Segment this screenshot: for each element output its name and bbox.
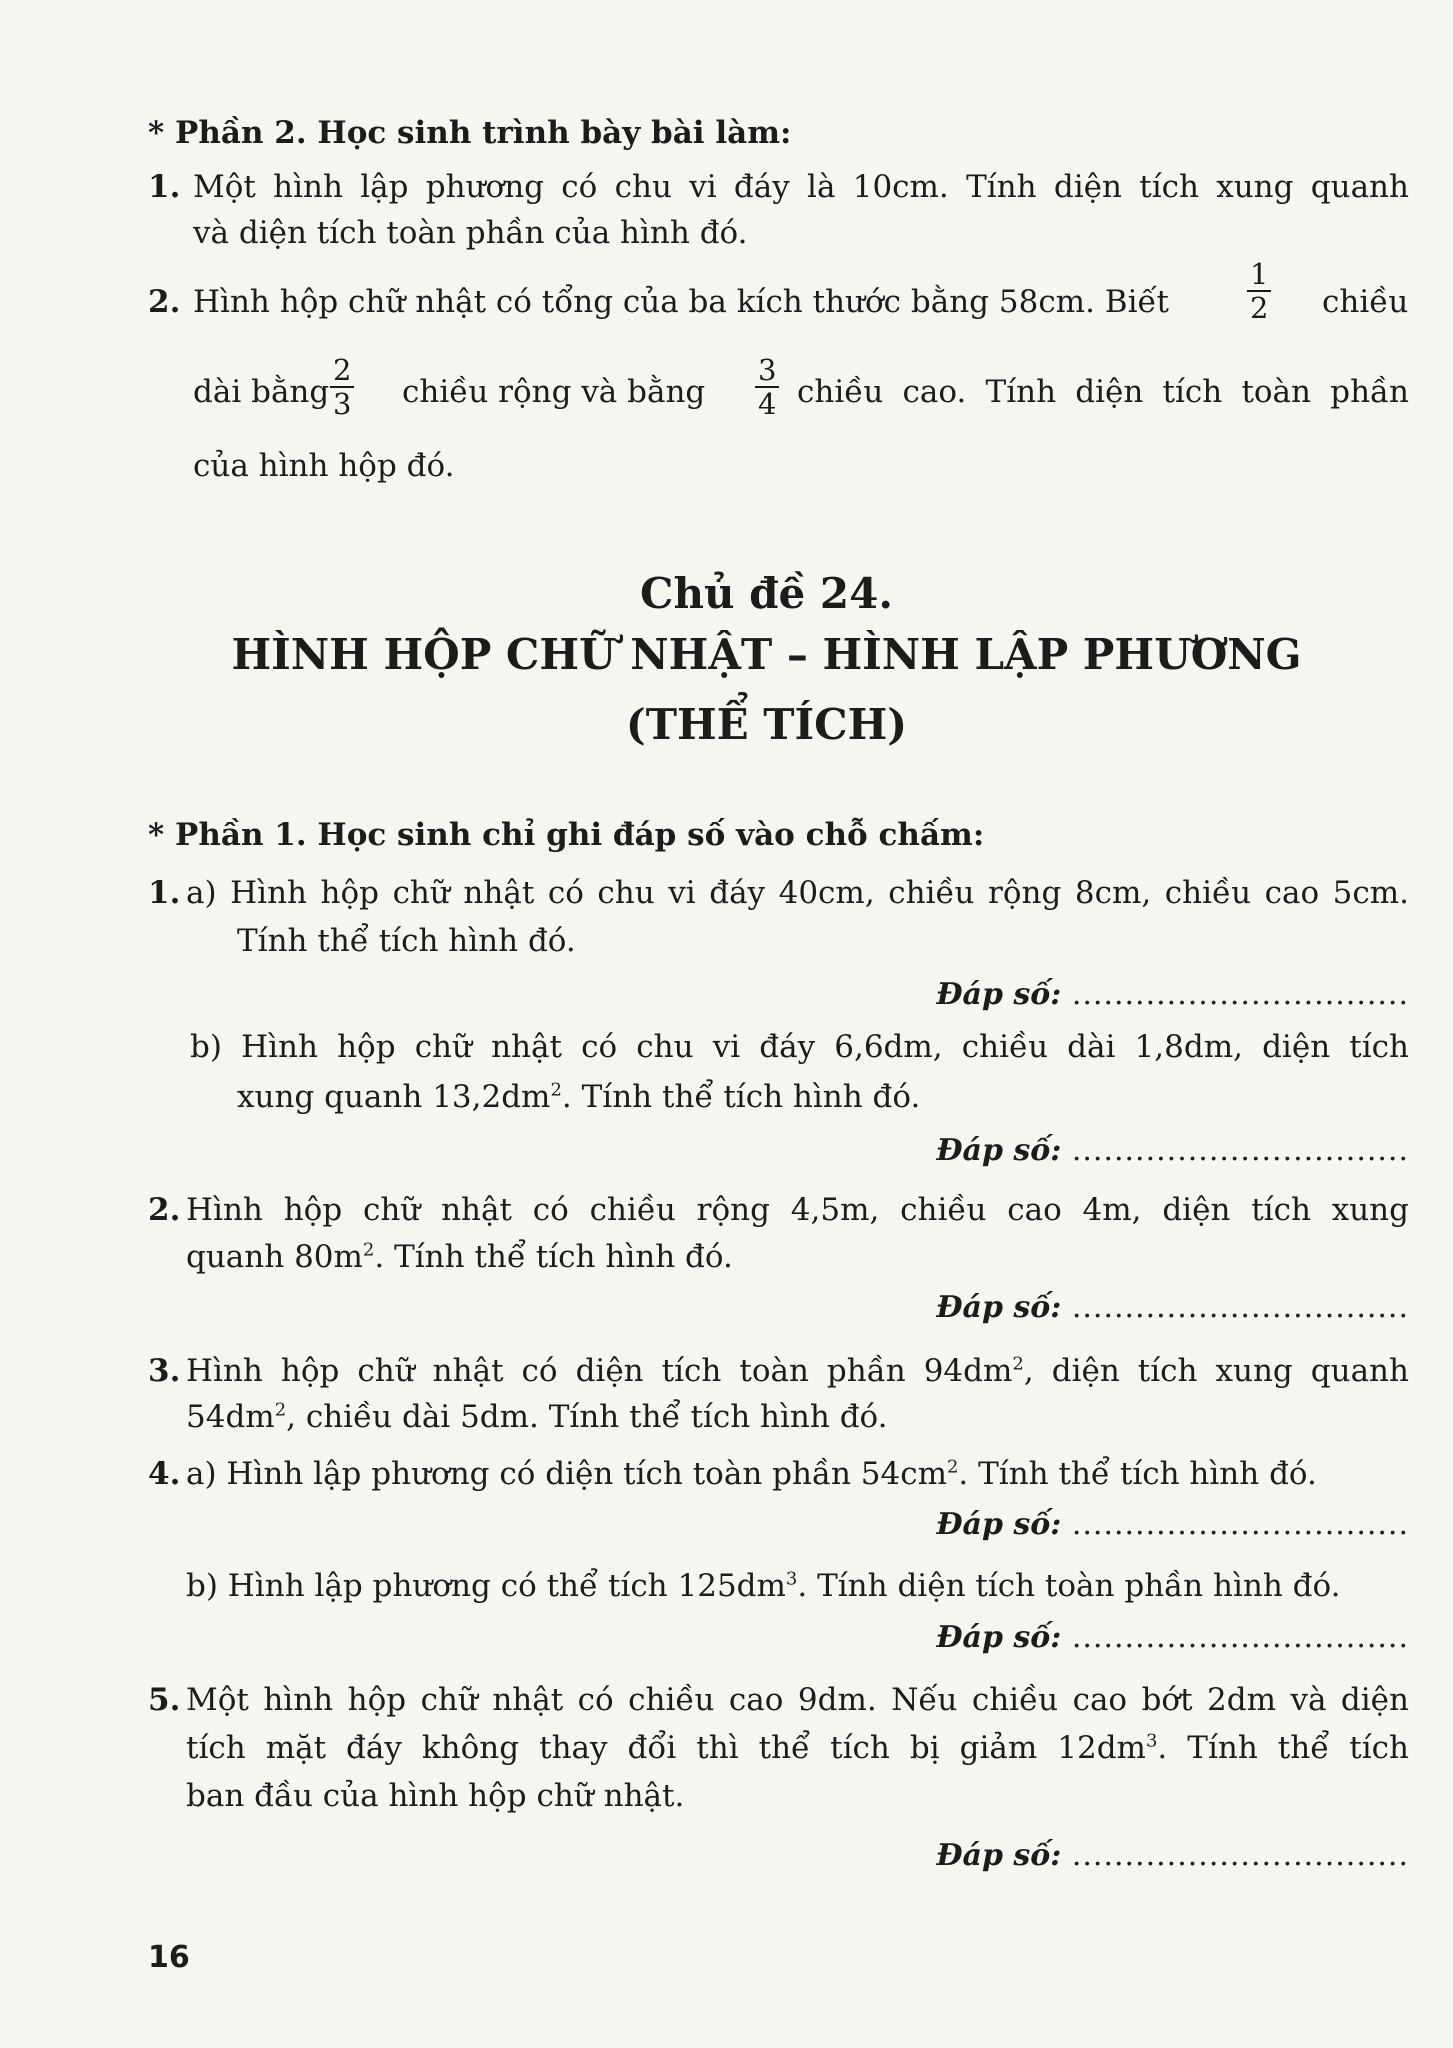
fraction-denominator: 4 — [758, 387, 777, 421]
answer-label: Đáp số: — [936, 1838, 1062, 1873]
topic-number: Chủ đề 24. — [640, 569, 893, 618]
fraction-denominator: 2 — [1250, 291, 1269, 325]
part1-q5-line1: Một hình hộp chữ nhật có chiều cao 9dm. Nếu chiều cao bớt 2dm và diện — [186, 1682, 1409, 1718]
topic-subtitle: (THỂ TÍCH) — [625, 700, 908, 749]
answer-blank[interactable]: ................................ — [1071, 1133, 1409, 1168]
superscript: 2 — [550, 1079, 562, 1101]
part1-q1b-line2 — [237, 1077, 920, 1117]
answer-label: Đáp số: — [936, 977, 1062, 1012]
part1-q4b — [186, 1566, 1340, 1606]
fraction-numerator: 2 — [330, 354, 354, 388]
answer-line-1a — [936, 977, 1409, 1012]
text-segment: . Tính diện tích toàn phần hình đó. — [797, 1568, 1341, 1604]
part1-q5-number: 5. — [148, 1682, 181, 1718]
part1-q1b-line1: b) Hình hộp chữ nhật có chu vi đáy 6,6dm, chiều dài 1,8dm, diện tích — [190, 1029, 1409, 1065]
fraction-one-half — [1247, 258, 1271, 324]
superscript: 2 — [362, 1239, 375, 1261]
part2-heading: * Phần 2. Học sinh trình bày bài làm: — [148, 115, 792, 151]
answer-blank[interactable]: ................................ — [1071, 1507, 1409, 1542]
superscript: 2 — [946, 1456, 959, 1478]
part1-q3-line2 — [186, 1397, 888, 1437]
text-segment: . Tính thể tích — [1157, 1730, 1410, 1766]
fraction-numerator: 1 — [1247, 258, 1271, 292]
topic-title: HÌNH HỘP CHỮ NHẬT – HÌNH LẬP PHƯƠNG — [231, 630, 1302, 679]
part2-q1-number: 1. — [148, 169, 181, 205]
text-segment: . Tính thể tích hình đó. — [958, 1456, 1317, 1492]
answer-label: Đáp số: — [936, 1290, 1062, 1325]
part1-q3-number: 3. — [148, 1353, 181, 1389]
part1-q2-number: 2. — [148, 1192, 181, 1228]
part1-q1-number: 1. — [148, 875, 181, 911]
part1-heading: * Phần 1. Học sinh chỉ ghi đáp số vào chỗ chấm: — [148, 817, 985, 853]
part1-q4a — [186, 1454, 1317, 1494]
part2-q2-line1-text: Hình hộp chữ nhật có tổng của ba kích thước bằng 58cm. Biết — [193, 284, 1170, 320]
fraction-two-thirds — [330, 354, 354, 420]
text-segment: . Tính thể tích hình đó. — [374, 1239, 733, 1275]
text-segment: 54dm — [186, 1399, 275, 1435]
answer-line-4b — [936, 1620, 1409, 1655]
part1-q2-line1: Hình hộp chữ nhật có chiều rộng 4,5m, chiều cao 4m, diện tích xung — [186, 1192, 1409, 1228]
part2-q1-line1: Một hình lập phương có chu vi đáy là 10cm. Tính diện tích xung quanh — [193, 169, 1409, 205]
answer-line-4a — [936, 1507, 1409, 1542]
fraction-numerator: 3 — [755, 354, 779, 388]
part2-q2-line2a: dài bằng — [193, 374, 330, 410]
part2-q1-line2: và diện tích toàn phần của hình đó. — [193, 215, 748, 251]
answer-blank[interactable]: ................................ — [1071, 977, 1409, 1012]
fraction-denominator: 3 — [333, 387, 352, 421]
part1-q2-line2 — [186, 1237, 733, 1277]
answer-label: Đáp số: — [936, 1133, 1062, 1168]
part2-q2-line2c: chiều cao. Tính diện tích toàn phần — [797, 374, 1409, 410]
answer-line-2 — [936, 1290, 1409, 1325]
text-segment: b) Hình lập phương có thể tích 125dm — [186, 1568, 786, 1604]
page-number: 16 — [148, 1940, 190, 1975]
part2-q2-line1 — [193, 282, 1169, 322]
text-segment: xung quanh 13,2dm — [237, 1079, 551, 1115]
part1-q3-line1 — [186, 1351, 1409, 1391]
text-segment: a) Hình lập phương có diện tích toàn phần 54cm — [186, 1456, 947, 1492]
text-segment: . Tính thể tích hình đó. — [561, 1079, 921, 1115]
answer-blank[interactable]: ................................ — [1071, 1838, 1409, 1873]
part2-q2-line3: của hình hộp đó. — [193, 448, 455, 484]
part2-q2-line1-end: chiều — [1322, 284, 1409, 320]
text-segment: Hình hộp chữ nhật có diện tích toàn phần 94dm — [186, 1353, 1013, 1389]
answer-line-5 — [936, 1838, 1409, 1873]
fraction-three-quarters — [755, 354, 779, 420]
answer-label: Đáp số: — [936, 1507, 1062, 1542]
superscript: 3 — [1145, 1730, 1158, 1752]
superscript: 2 — [274, 1399, 287, 1421]
text-segment: tích mặt đáy không thay đổi thì thể tích bị giảm 12dm — [186, 1730, 1146, 1766]
part1-q4-number: 4. — [148, 1456, 181, 1492]
answer-label: Đáp số: — [936, 1620, 1062, 1655]
superscript: 2 — [1012, 1353, 1024, 1375]
superscript: 3 — [785, 1568, 798, 1590]
answer-line-1b — [936, 1133, 1409, 1168]
part2-q2-number: 2. — [148, 284, 181, 320]
text-segment: , diện tích xung quanh — [1023, 1353, 1409, 1389]
answer-blank[interactable]: ................................ — [1071, 1290, 1409, 1325]
answer-blank[interactable]: ................................ — [1071, 1620, 1409, 1655]
part1-q5-line3: ban đầu của hình hộp chữ nhật. — [186, 1778, 685, 1814]
text-segment: quanh 80m — [186, 1239, 363, 1275]
part1-q5-line2 — [186, 1728, 1409, 1768]
part1-q1a-line2: Tính thể tích hình đó. — [237, 923, 576, 959]
part2-q2-line2b: chiều rộng và bằng — [402, 374, 706, 410]
part1-q1a-line1: a) Hình hộp chữ nhật có chu vi đáy 40cm, chiều rộng 8cm, chiều cao 5cm. — [186, 875, 1409, 911]
text-segment: , chiều dài 5dm. Tính thể tích hình đó. — [286, 1399, 888, 1435]
